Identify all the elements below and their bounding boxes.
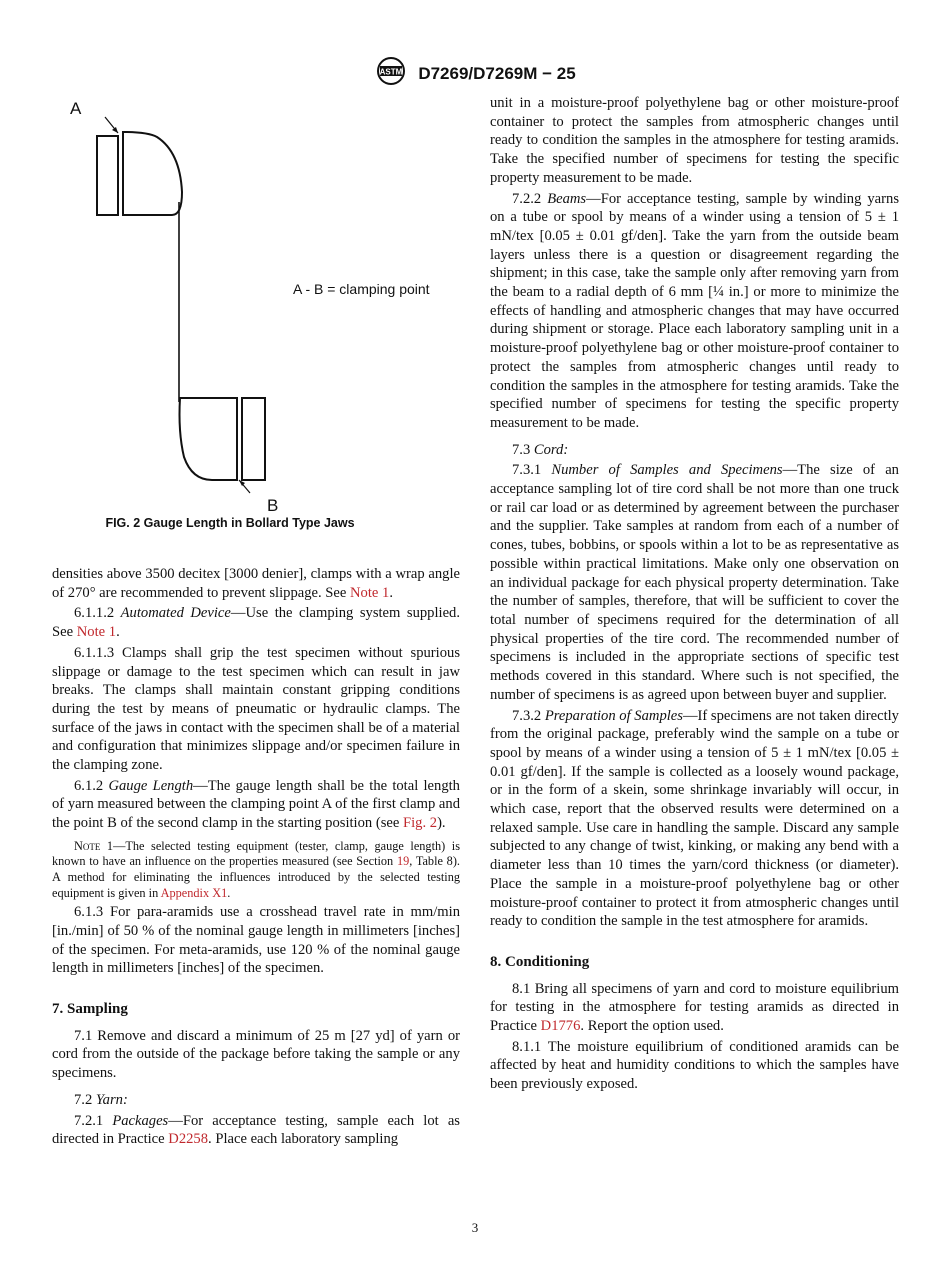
note-1-link[interactable]: Note 1: [350, 584, 390, 601]
top-clamp-bar: [97, 136, 118, 215]
left-column: [52, 565, 460, 1149]
note-1-link[interactable]: Note 1: [76, 624, 117, 641]
paragraph-8-1: 8.1 Bring all specimens of yarn and cord to moisture equilibrium for testing in the atmosphere for testing aramids as directed in Practice D1776. Report the option used.: [490, 980, 899, 1035]
right-column: [490, 94, 899, 1094]
paragraph-7-2-2: 7.2.2 Beams—For acceptance testing, sample by winding yarns on a tube or spool by means of a winder using a tension of 5 ± 1 mN/tex [0.05 ± 0.01 gf/den]. Take the yarn from the outside beam layers unless there is a question or disagreement regarding the shipment; in this case, take the sample only after removing yarn from the beam to a radial depth of 6 mm [¼ in.] or more to minimize the effects of handling and atmospheric changes that may have occurred during shipment or storage. Place each laboratory sampling unit in a moisture-proof polyethylene bag or other moisture-proof container to protect the samples from atmospheric changes until ready to condition the samples in the atmosphere for testing aramids. Take the specified number of specimens for testing the specific property measurement to be made.: [490, 190, 899, 431]
d1776-link[interactable]: D1776: [540, 1018, 581, 1035]
paragraph-6-1-2: 6.1.2 Gauge Length—The gauge length shall be the total length of yarn measured between the clamping point A of the first clamp and the point B of the second clamp in the starting position (see Fig. 2).: [52, 777, 460, 832]
paragraph-6-1-3: 6.1.3 For para-aramids use a crosshead travel rate in mm/min [in./min] of 50 % of the nominal gauge length in millimeters [inches] of the specimen. For meta-aramids, use 120 % of the nominal gauge length in millimeters [inches] of the specimen.: [52, 904, 460, 977]
point-a-label: A: [70, 99, 82, 118]
bottom-bollard: [180, 398, 238, 480]
point-b-label: B: [267, 496, 279, 515]
paragraph-7-1: 7.1 Remove and discard a minimum of 25 m [27 yd] of yarn or cord from the outside of the package before taking the sample or any specimens.: [52, 1027, 460, 1082]
astm-logo-icon: [374, 56, 408, 91]
bollard-jaws-diagram: [52, 92, 460, 522]
section-19-link[interactable]: 19: [396, 854, 410, 869]
paragraph-8-1-1: 8.1.1 The moisture equilibrium of conditioned aramids can be affected by heat and humidity conditions to which the samples have been previously exposed.: [490, 1038, 899, 1093]
paragraph: unit in a moisture-proof polyethylene bag or other moisture-proof container to protect the samples from atmospheric changes until ready to condition the samples in the atmosphere for testing aramids. Take the specified number of specimens for testing the specific property measurement to be made.: [490, 95, 899, 186]
figure-caption: FIG. 2 Gauge Length in Bollard Type Jaws: [105, 516, 355, 530]
paragraph-7-2: 7.2 Yarn:: [74, 1091, 128, 1108]
document-code: D7269/D7269M − 25: [418, 63, 576, 83]
note-1: Note 1—The selected testing equipment (tester, clamp, gauge length) is known to have an influence on the properties measured (see Section 19, Table 8). A method for eliminating the influences introduced by the selected testing equipment is given in Appendix X1.: [52, 838, 460, 900]
page-number: 3: [471, 1220, 479, 1235]
figure-2: [52, 92, 460, 542]
logo-text: ASTM: [379, 67, 403, 77]
bottom-clamp-bar: [242, 398, 265, 480]
page-header: [0, 56, 950, 91]
paragraph-7-3-1: 7.3.1 Number of Samples and Specimens—The size of an acceptance sampling lot of tire cord shall be not more than one truck or rail car load or as determined by agreement between the purchaser and the supplier. Take samples at random from each of a number of cones, tubes, bobbins, or spools within a lot to be as representative as possible within practical limitations. Make only one observation on an individual package for each physical property determination. Take the number of samples, therefore, that will be sufficient to cover the total number of specimens required for the determination of all physical properties of the tire cord. The recommended number of specimens is included in the appropriate sections of specific test methods covered in this standard. Where such is not specified, the number of specimens is as agreed upon between buyer and supplier.: [490, 462, 899, 703]
paragraph-7-3-2: 7.3.2 Preparation of Samples—If specimens are not taken directly from the original package, preferably wind the sample on a tube or spool by means of a winder using a tension of 5 ± 1 mN/tex [0.05 ± 0.01 gf/den]. If the sample is collected as a loosely wound package, or in the form of a skein, some shrinkage invariably will occur, in which case, report that the observed results were determined on a relaxed sample. Use care in handling the sample. Discard any sample subjected to any change of twist, kinking, or making any bend with a diameter less than 10 times the yarn/cord thickness (or diameter). Place the sample in a moisture-proof polyethylene bag or other moisture-proof container to protect it from atmospheric changes until ready to condition the sample in the test atmosphere for aramids.: [490, 707, 899, 930]
paragraph-6-1-1-3: 6.1.1.3 Clamps shall grip the test specimen without spurious slippage or damage to the test specimen which can result in jaw breaks. The clamps shall maintain constant gripping conditions during the test by means of pneumatic or hydraulic clamps. The surface of the jaws in contact with the specimen shall be of a material and configuration that minimizes slippage and/or specimen failure in the clamping zone.: [52, 644, 460, 774]
paragraph-7-2-1: 7.2.1 Packages—For acceptance testing, sample each lot as directed in Practice D2258. Place each laboratory sampling: [52, 1112, 460, 1148]
paragraph-7-3: 7.3 Cord:: [512, 441, 569, 458]
paragraph-6-1-1-2: 6.1.1.2 Automated Device—Use the clamping system supplied. See Note 1.: [52, 605, 460, 641]
fig-2-link[interactable]: Fig. 2: [403, 815, 438, 832]
d2258-link[interactable]: D2258: [168, 1131, 209, 1148]
clamping-point-label: A - B = clamping point: [293, 281, 430, 297]
top-bollard: [123, 132, 182, 215]
paragraph: densities above 3500 decitex [3000 denier], clamps with a wrap angle of 270° are recommended to prevent slippage. See Note 1.: [52, 566, 460, 601]
section-8-heading: 8. Conditioning: [490, 953, 590, 970]
arrow-a-head: [112, 127, 118, 133]
section-7-heading: 7. Sampling: [52, 1001, 128, 1018]
appendix-x1-link[interactable]: Appendix X1: [160, 885, 228, 900]
